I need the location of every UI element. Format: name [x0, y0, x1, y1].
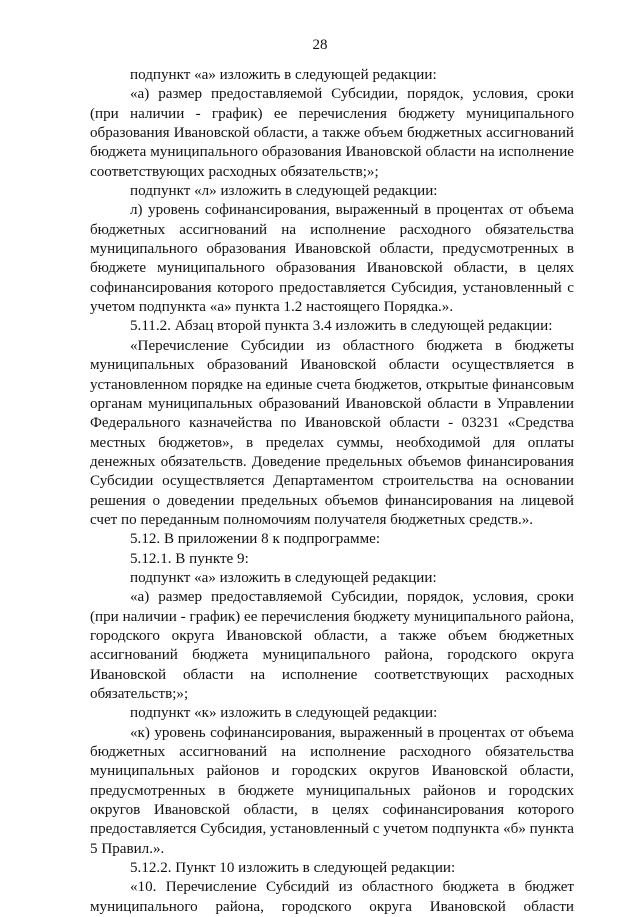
- paragraph-5-11-2: 5.11.2. Абзац второй пункта 3.4 изложить в следующей редакции:: [130, 318, 553, 335]
- paragraph-5-12: 5.12. В приложении 8 к подпрограмме:: [130, 531, 381, 548]
- document-body: [90, 66, 574, 917]
- paragraph-transfer-subsidy-text: «Перечисление Субсидии из областного бюджета в бюджеты муниципальных образований Ивановской области осуществляется в установленном порядке на единые счета бюджетов, открытые финансовым органам муниципальных образований Ивановской области в Управлении Федерального казначейства по Ивановской области - 03231 «Средства местных бюджетов», в пределах суммы, необходимой для оплаты денежных обязательств. Доведение предельных объемов финансирования Субсидии осуществляется Департаментом строительства на основании решения о доведении предельных объемов финансирования на лицевой счет по переданным полномочиям получателя бюджетных средств.».: [90, 337, 574, 528]
- page-number: 28: [312, 37, 328, 53]
- paragraph-subitem-l-intro: подпункт «л» изложить в следующей редакции:: [130, 183, 438, 200]
- paragraph-subitem-k-text: «к) уровень софинансирования, выраженный в процентах от объема бюджетных ассигнований на исполнение расходного обязательства муниципальных районов и городских округов Ивановской области, предусмотренных в бюджете муниципальных районов и городских округов Ивановской области, в целях софинансирования которого предоставляется Субсидия, установленный с учетом подпункта «б» пункта 5 Правил.».: [90, 724, 574, 857]
- paragraph-5-12-1: 5.12.1. В пункте 9:: [130, 550, 249, 567]
- paragraph-subitem-a-intro: подпункт «а» изложить в следующей редакции:: [130, 67, 437, 83]
- paragraph-subitem-k-intro: подпункт «к» изложить в следующей редакции:: [130, 705, 438, 722]
- paragraph-5-12-2: 5.12.2. Пункт 10 изложить в следующей редакции:: [130, 860, 456, 877]
- paragraph-item-10-text: «10. Перечисление Субсидий из областного бюджета в бюджет муниципального района, городского округа Ивановской области: [90, 879, 574, 915]
- paragraph-subitem-a-text-2: «а) размер предоставляемой Субсидии, порядок, условия, сроки (при наличии - график) ее перечисления бюджету муниципального района, городского округа Ивановской области, а также объем бюджетных ассигнований бюджета муниципального района, городского округа Ивановской области на исполнение соответствующих расходных обязательств;»;: [90, 589, 574, 702]
- paragraph-subitem-a-text: «а) размер предоставляемой Субсидии, порядок, условия, сроки (при наличии - график) ее перечисления бюджету муниципального образования Ивановской области, а также объем бюджетных ассигнований бюджета муниципального образования Ивановской области на исполнение соответствующих расходных обязательств;»;: [90, 86, 574, 180]
- paragraph-subitem-l-text: л) уровень софинансирования, выраженный в процентах от объема бюджетных ассигнований на исполнение расходного обязательства муниципального образования Ивановской области, предусмотренных в бюджете муниципального образования Ивановской области, в целях софинансирования которого предоставляется Субсидия, установленный с учетом подпункта «а» пункта 1.2 настоящего Порядка.».: [90, 202, 574, 316]
- paragraph-subitem-a-intro-2: подпункт «а» изложить в следующей редакции:: [130, 569, 437, 586]
